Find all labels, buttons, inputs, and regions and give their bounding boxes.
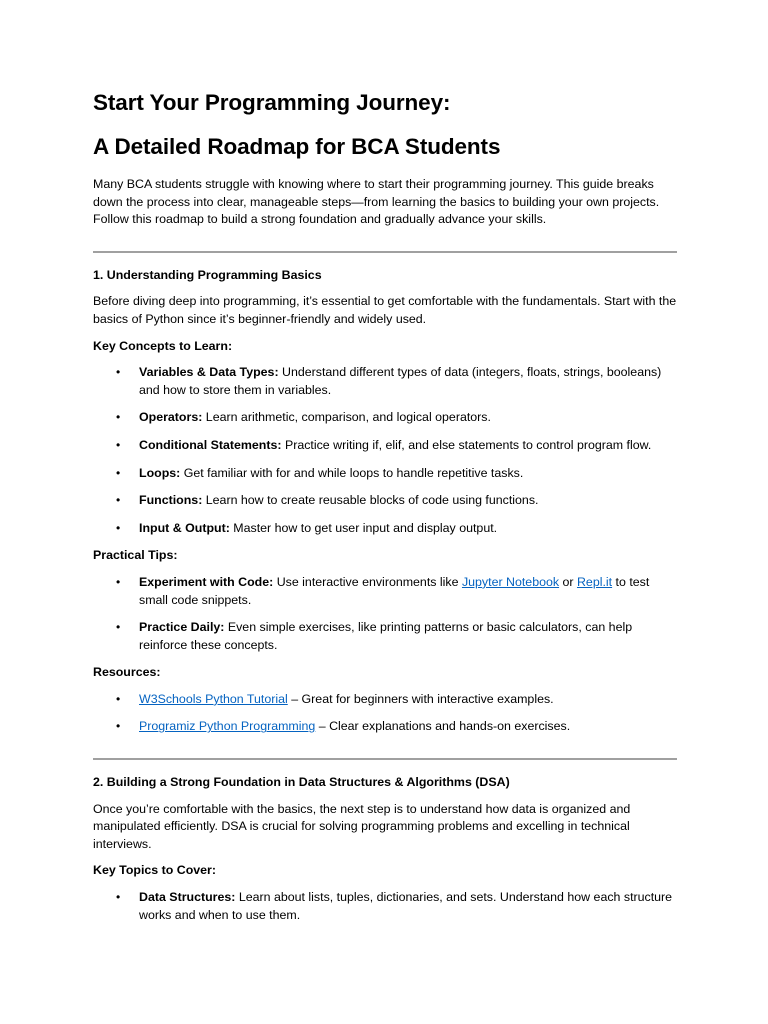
- page-title-line-2: A Detailed Roadmap for BCA Students: [93, 134, 501, 159]
- list-item: • Operators: Learn arithmetic, comparison, and logical operators.: [93, 409, 677, 427]
- bullet-icon: •: [116, 719, 121, 734]
- bullet-icon: •: [116, 465, 121, 480]
- bullet-icon: •: [116, 691, 121, 706]
- list-item: • Experiment with Code: Use interactive environments like Jupyter Notebook or Repl.it to test small code snippets.: [116, 574, 650, 607]
- list-item: • Loops: Get familiar with for and while loops to handle repetitive tasks.: [93, 465, 677, 483]
- practical-tips-list: [93, 574, 677, 654]
- bullet-icon: •: [116, 620, 121, 635]
- bullet-icon: •: [116, 520, 121, 535]
- jupyter-notebook-link[interactable]: Jupyter Notebook: [461, 574, 560, 589]
- section-1-intro: Before diving deep into programming, it’s essential to get comfortable with the fundamentals. Start with the basics of Python since it’s beginner-friendly and widely used.: [93, 294, 677, 326]
- key-concepts-list: [93, 364, 677, 537]
- list-item: • Functions: Learn how to create reusable blocks of code using functions.: [93, 492, 677, 510]
- bullet-icon: •: [116, 574, 121, 589]
- document-page: [93, 88, 677, 934]
- resources-list: [93, 691, 677, 736]
- practical-tips-label: Practical Tips:: [93, 548, 178, 563]
- resources-label: Resources:: [93, 665, 161, 680]
- section-2-intro: Once you’re comfortable with the basics, the next step is to understand how data is organized and manipulated efficiently. DSA is crucial for solving programming problems and excelling in technical interviews.: [93, 801, 631, 851]
- list-item: • Input & Output: Master how to get user input and display output.: [93, 520, 677, 538]
- key-topics-list: [93, 889, 677, 924]
- key-topics-label: Key Topics to Cover:: [93, 863, 217, 878]
- list-item: • Variables & Data Types: Understand different types of data (integers, floats, strings, booleans) and how to store them in variables.: [116, 365, 662, 397]
- bullet-icon: •: [116, 493, 121, 508]
- w3schools-link[interactable]: W3Schools Python Tutorial: [139, 691, 288, 706]
- bullet-icon: •: [116, 410, 121, 425]
- bullet-icon: •: [116, 437, 121, 452]
- list-item: • Programiz Python Programming – Clear explanations and hands-on exercises.: [93, 718, 677, 736]
- section-divider: [93, 758, 677, 760]
- page-title-line-1: Start Your Programming Journey:: [93, 90, 451, 115]
- intro-paragraph: Many BCA students struggle with knowing where to start their programming journey. This guide breaks down the process into clear, manageable steps—from learning the basics to building your own projects. Follow this roadmap to build a strong foundation and gradually advance your skills.: [93, 177, 660, 227]
- list-item: • W3Schools Python Tutorial – Great for beginners with interactive examples.: [93, 691, 677, 709]
- programiz-link[interactable]: Programiz Python Programming: [139, 719, 316, 734]
- section-1-heading: 1. Understanding Programming Basics: [93, 267, 322, 282]
- section-2-heading: 2. Building a Strong Foundation in Data Structures & Algorithms (DSA): [93, 775, 510, 790]
- key-concepts-label: Key Concepts to Learn:: [93, 338, 233, 353]
- section-divider: [93, 251, 677, 253]
- list-item: • Data Structures: Learn about lists, tuples, dictionaries, and sets. Understand how each structure works and when to use them.: [116, 890, 673, 922]
- bullet-icon: •: [116, 365, 121, 380]
- bullet-icon: •: [116, 890, 121, 905]
- replit-link[interactable]: Repl.it: [576, 574, 613, 589]
- list-item: • Conditional Statements: Practice writing if, elif, and else statements to control program flow.: [93, 437, 677, 455]
- list-item: • Practice Daily: Even simple exercises, like printing patterns or basic calculators, can help reinforce these concepts.: [116, 620, 633, 652]
